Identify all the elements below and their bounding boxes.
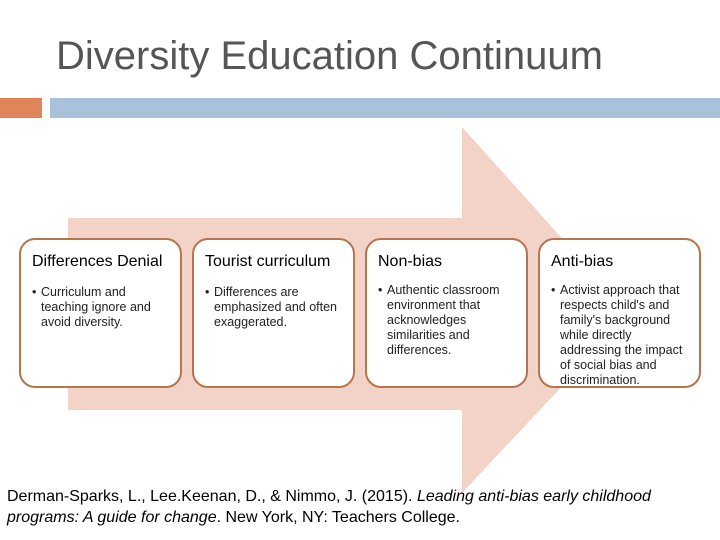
card-differences-denial [19,238,182,388]
citation-publisher: . New York, NY: Teachers College. [216,509,460,526]
card-anti-bias [538,238,701,388]
card-bullet: • Differences are emphasized and often exaggerated. [205,285,338,329]
card-bullet: • Curriculum and teaching ignore and avoid diversity. [32,285,151,329]
card-heading: Anti-bias [551,253,614,270]
card-heading: Non-bias [378,253,443,270]
card-non-bias [365,238,528,388]
card-heading: Tourist curriculum [205,253,331,270]
slide-title: Diversity Education Continuum [56,34,603,78]
citation [7,486,717,528]
card-heading: Differences Denial [32,253,163,270]
card-bullet: • Authentic classroom environment that acknowledges similarities and differences. [378,283,500,357]
citation-authors: Derman-Sparks, L., Lee.Keenan, D., & Nimmo, J. (2015). [7,488,417,505]
citation-book-title: Leading anti-bias early childhood programs: A guide for change [7,488,651,526]
card-bullet: • Activist approach that respects child's and family's background while directly addressing the impact of social bias and discrimination. [551,283,683,387]
card-tourist-curriculum [192,238,355,388]
